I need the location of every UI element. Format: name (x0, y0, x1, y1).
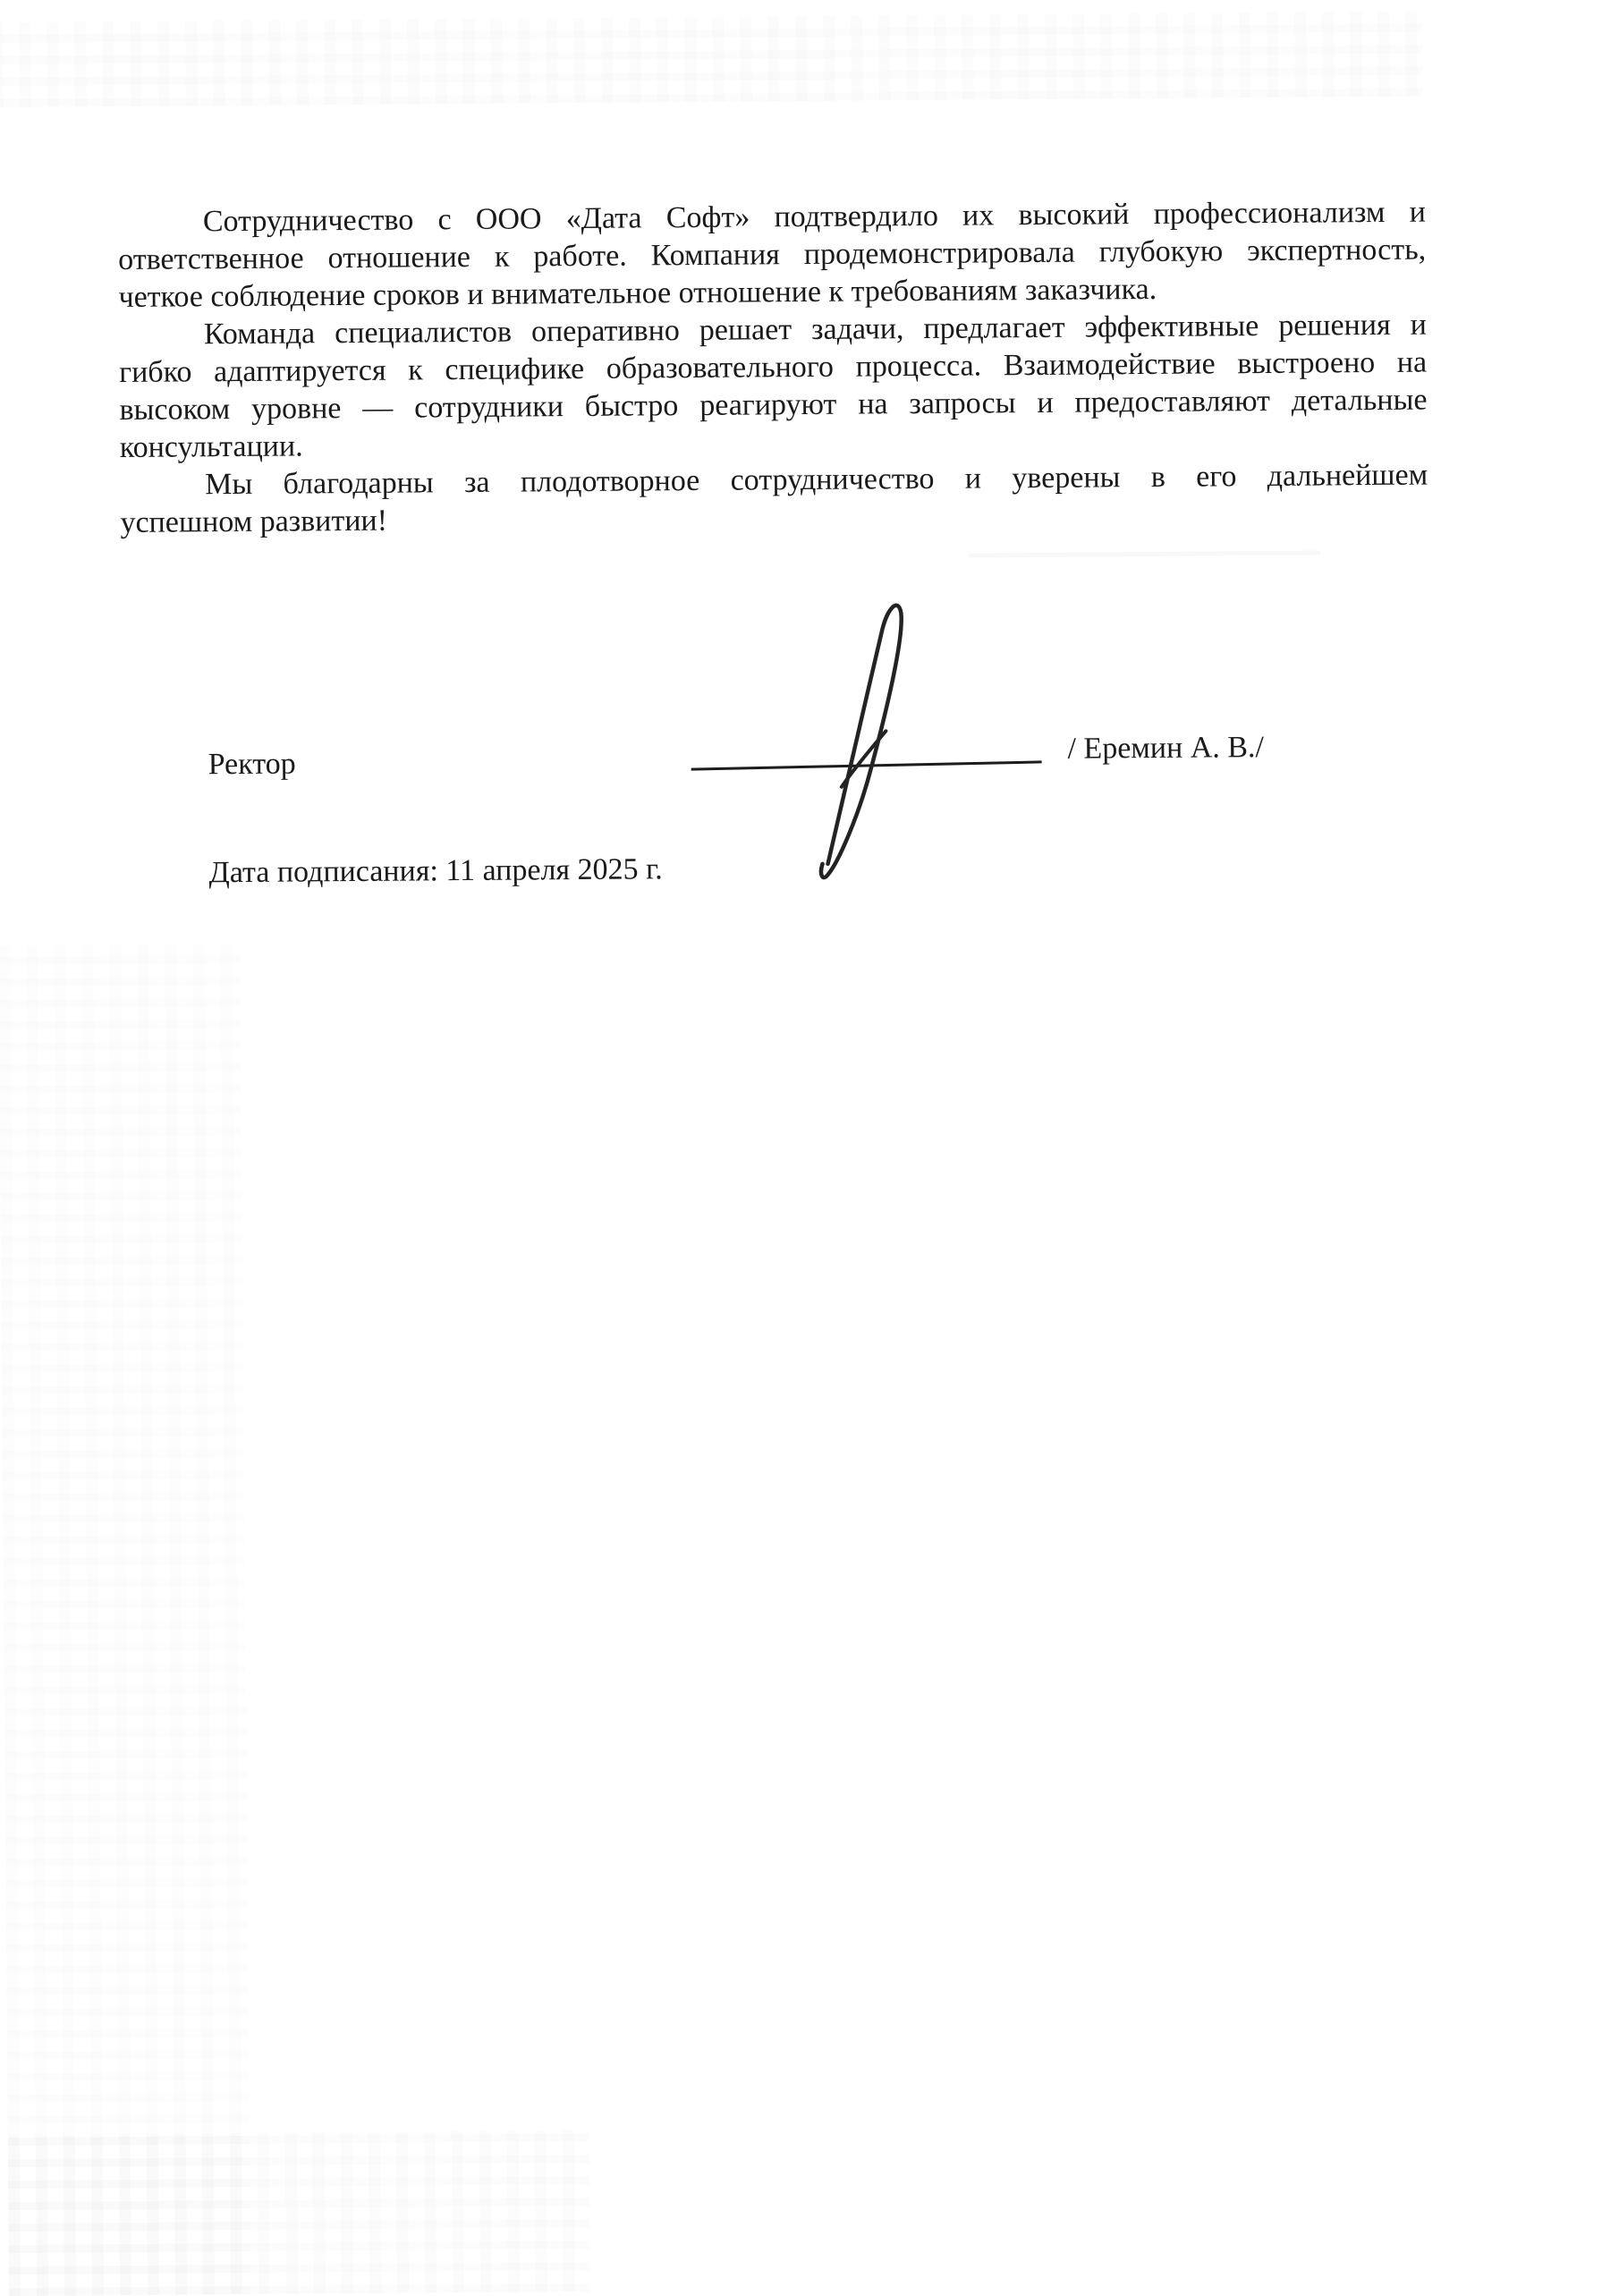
signing-date: Дата подписания: 11 апреля 2025 г. (208, 852, 663, 890)
paragraph-3-line-2: успешном развитии! (120, 504, 388, 540)
signatory-name: / Еремин А. В./ (1067, 730, 1265, 766)
paragraph-2-line-1: Команда специалистов оперативно решает задачи, предлагает эффективные решения и (203, 308, 1427, 352)
paragraph-2-line-4: консультации. (119, 429, 303, 465)
paragraph-1-line-3: четкое соблюдение сроков и внимательное отношение к требованиям заказчика. (118, 272, 1157, 315)
scan-noise-left (0, 944, 250, 2296)
paragraph-1-line-2: ответственное отношение к работе. Компания продемонстрировала глубокую экспертность, (118, 233, 1427, 277)
paragraph-2-line-3: высоком уровне — сотрудники быстро реагируют на запросы и предоставляют детальные (119, 383, 1428, 428)
signatory-role-label: Ректор (208, 747, 296, 782)
handwritten-signature (781, 578, 1052, 893)
letter-body (118, 194, 1428, 542)
paragraph-3-line-1: Мы благодарны за плодотворное сотрудничество и уверены в его дальнейшем (205, 458, 1428, 502)
scan-artifact-line (969, 550, 1321, 557)
paragraph-2-line-2: гибко адаптируется к специфике образовательного процесса. Взаимодействие выстроено на (119, 345, 1428, 390)
scan-noise-bottom (8, 2131, 590, 2296)
paragraph-1-line-1: Сотрудничество с ООО «Дата Софт» подтвердило их высокий профессионализм и (202, 195, 1426, 239)
scan-noise-top (0, 12, 1423, 108)
